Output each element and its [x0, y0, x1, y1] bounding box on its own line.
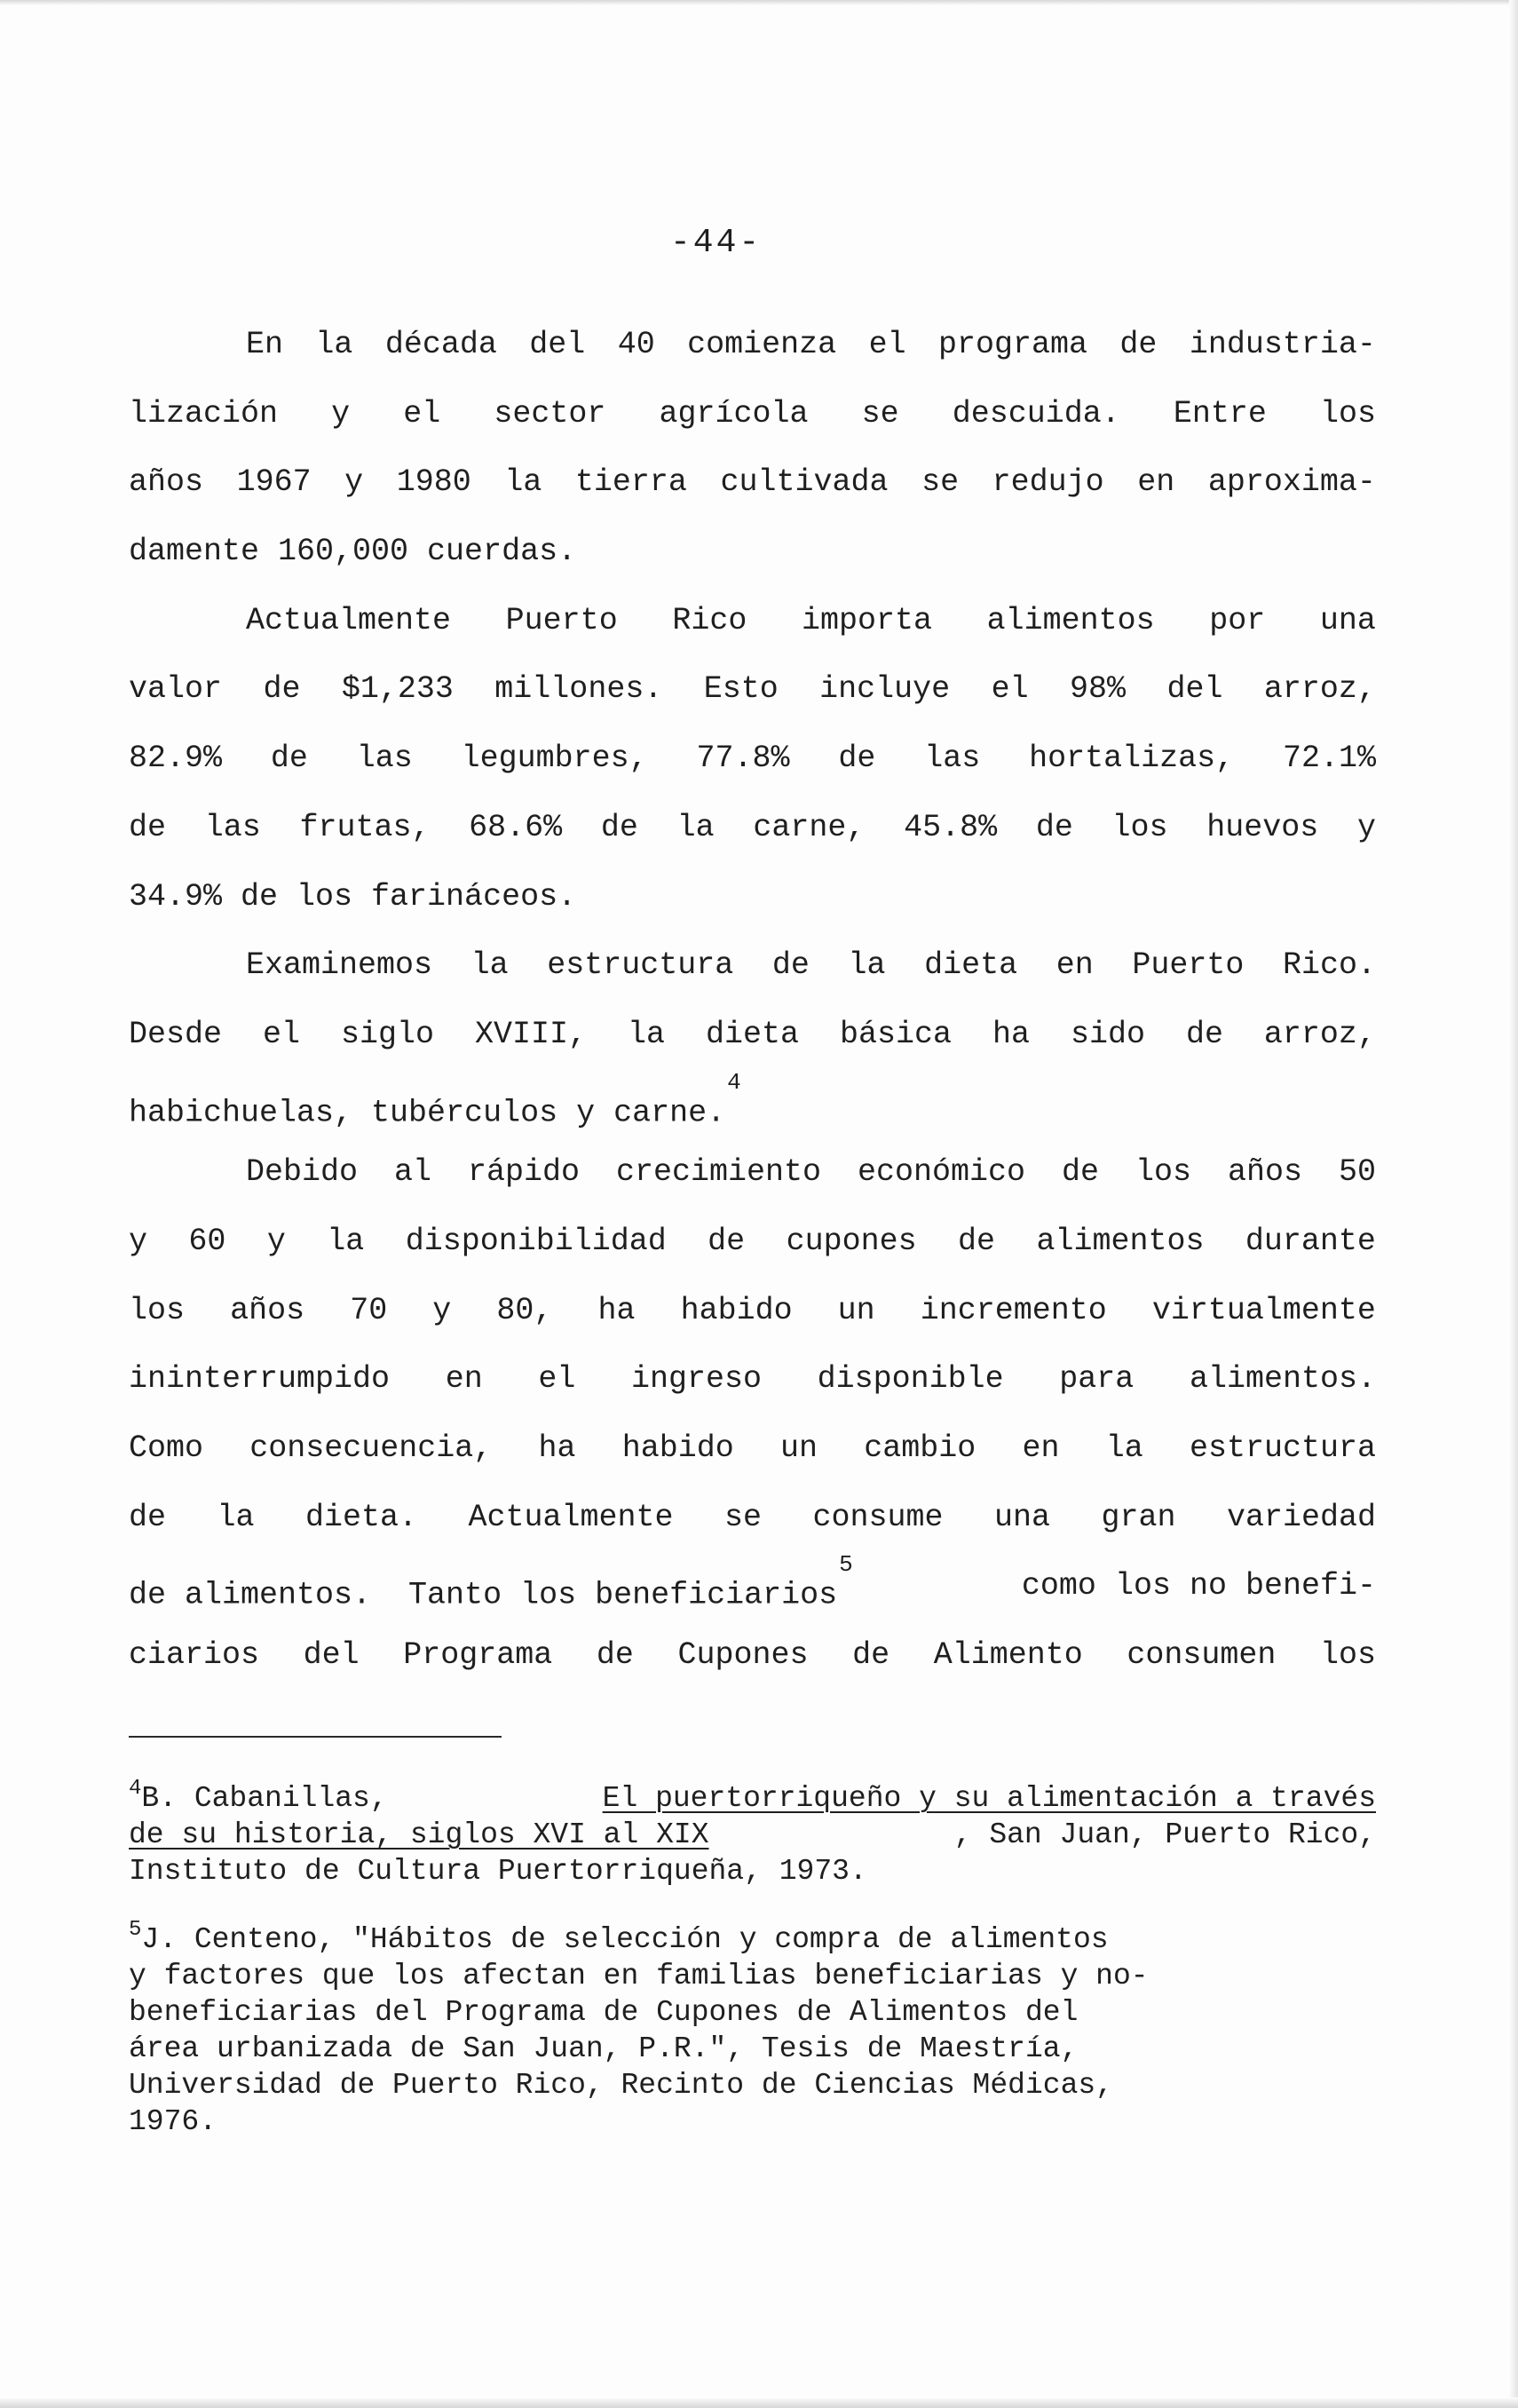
word: del: [1166, 671, 1223, 708]
word: en: [445, 1361, 483, 1398]
word: y: [432, 1292, 452, 1328]
word: de: [1062, 1154, 1100, 1191]
word: Actualmente: [468, 1499, 674, 1535]
word: dieta: [705, 1016, 799, 1052]
word: de: [838, 741, 876, 777]
word: 1967: [236, 464, 312, 501]
scan-edge-bottom: [0, 2397, 1518, 2408]
word: descuida.: [952, 395, 1120, 432]
word: el: [403, 395, 441, 432]
word: Actualmente: [246, 602, 452, 638]
paragraph-4-line-2: [129, 1208, 1376, 1277]
paragraph-2-line-5: [129, 863, 1376, 932]
word: las: [356, 741, 413, 777]
word: comienza: [687, 327, 837, 362]
word: arroz,: [1263, 1016, 1376, 1052]
word: industria-: [1189, 327, 1376, 362]
word: 1980: [396, 464, 471, 501]
word: la: [1105, 1430, 1143, 1466]
footnote-5-line-3-text: beneficiarias del Programa de Cupones de Alimentos del: [129, 1996, 1079, 2029]
word: una: [993, 1499, 1050, 1535]
paragraph-1-line-4-text: damente 160,000 cuerdas.: [129, 534, 577, 570]
paragraph-2-line-1: [129, 587, 1376, 656]
word: 77.8%: [696, 741, 790, 777]
word: habido: [680, 1292, 793, 1328]
word: $1,233: [341, 671, 454, 708]
footnote-4-mark: 4: [129, 1777, 142, 1801]
footnote-5-line-5: [129, 2067, 1376, 2103]
word: Alimento: [933, 1637, 1083, 1674]
word: consume: [812, 1499, 944, 1535]
word: durante: [1245, 1223, 1376, 1259]
word: los: [1319, 1637, 1376, 1674]
word: se: [723, 1499, 762, 1535]
paragraph-4-line-8: [129, 1621, 1376, 1691]
word: 50: [1338, 1154, 1376, 1191]
word: consumen: [1127, 1637, 1277, 1674]
word: 60: [188, 1223, 226, 1259]
word: los: [1111, 809, 1168, 845]
word: ingreso: [630, 1361, 762, 1398]
paragraph-2-line-5-text: 34.9% de los farináceos.: [129, 878, 577, 915]
word: los: [1319, 395, 1376, 432]
paragraph-2-line-4: [129, 794, 1376, 863]
word: se: [861, 395, 899, 432]
word: carne,: [753, 809, 866, 845]
word: Programa: [403, 1637, 553, 1674]
paragraph-4-line-6: [129, 1484, 1376, 1553]
word: de: [852, 1637, 890, 1674]
word: se: [921, 464, 960, 501]
word: aproxima-: [1207, 464, 1376, 501]
word: ha: [992, 1016, 1030, 1052]
word: la: [848, 947, 886, 984]
paragraph-4-line-4: [129, 1345, 1376, 1414]
paragraph-2-line-2: [129, 655, 1376, 725]
footnote-5-line-5-text: Universidad de Puerto Rico, Recinto de Ciencias Médicas,: [129, 2069, 1113, 2102]
word: Puerto: [1132, 947, 1245, 984]
word: cambio: [864, 1430, 976, 1466]
word: alimentos.: [1189, 1361, 1376, 1398]
word: un: [779, 1430, 818, 1466]
word: valor: [129, 671, 223, 708]
word: años: [1227, 1154, 1302, 1191]
word: y: [1356, 809, 1376, 845]
word: de: [708, 1223, 746, 1259]
footnote-5-line-2-text: y factores que los afectan en familias beneficiarias y no-: [129, 1960, 1149, 1992]
footnote-5-line-3: [129, 1994, 1376, 2031]
word: dieta: [924, 947, 1018, 984]
word: la: [327, 1223, 365, 1259]
footnote-4-author: [129, 1777, 388, 1817]
word: dieta.: [304, 1499, 417, 1535]
word: década: [384, 327, 497, 362]
word: al: [394, 1154, 432, 1191]
word: legumbres,: [461, 741, 648, 777]
footnote-5-line-1-words: J. Centeno, "Hábitos de selección y compra de alimentos: [141, 1923, 1109, 1956]
word: Cupones: [677, 1637, 809, 1674]
word: lización: [129, 395, 279, 432]
word: por: [1209, 602, 1266, 638]
footnote-4-title-part-2: de su historia, siglos XVI al XIX: [129, 1818, 709, 1851]
footnote-5-line-6: [129, 2103, 1376, 2140]
word: de: [1119, 327, 1158, 362]
word: cupones: [786, 1223, 917, 1259]
footnote-ref-5[interactable]: 5: [839, 1551, 853, 1579]
footnotes: [129, 1777, 1376, 2172]
word: hortalizas,: [1029, 741, 1235, 777]
paragraph-4-line-7: [129, 1552, 1376, 1621]
word: la: [470, 947, 509, 984]
word: la: [504, 464, 542, 501]
word: importa: [801, 602, 932, 638]
footnote-4-publisher: Instituto de Cultura Puertorriqueña, 1973.: [129, 1855, 867, 1888]
word: 70: [350, 1292, 388, 1328]
word: de: [771, 947, 810, 984]
paragraph-1-line-4: [129, 518, 1376, 587]
footnote-5: [129, 1918, 1376, 2140]
word: del: [303, 1637, 360, 1674]
word: Desde: [129, 1016, 223, 1052]
word: 45.8%: [904, 809, 998, 845]
word: Rico: [672, 602, 747, 638]
word: 82.9%: [129, 741, 223, 777]
word: alimentos: [986, 602, 1155, 638]
paragraph-1-line-1: [129, 311, 1376, 380]
footnote-5-mark: 5: [129, 1918, 142, 1942]
word: ha: [597, 1292, 636, 1328]
word: huevos: [1206, 809, 1319, 845]
footnote-4-title-part-1: El puertorriqueño y su alimentación a través: [602, 1782, 1376, 1815]
word: de: [263, 671, 301, 708]
word: gran: [1101, 1499, 1176, 1535]
word: variedad: [1226, 1499, 1376, 1535]
word: Debido: [246, 1154, 359, 1191]
footnote-separator: [129, 1736, 502, 1738]
word: un: [837, 1292, 875, 1328]
footnote-5-line-4-text: área urbanizada de San Juan, P.R.", Tesis de Maestría,: [129, 2032, 1079, 2065]
word: y: [331, 395, 351, 432]
word: de: [958, 1223, 996, 1259]
paragraph-4-line-7-text-a: de alimentos. Tanto los beneficiarios: [129, 1578, 838, 1614]
word: el: [991, 671, 1029, 708]
word: los: [1135, 1154, 1191, 1191]
word: de: [1035, 809, 1073, 845]
footnote-ref-4[interactable]: 4: [727, 1068, 741, 1096]
paragraph-4-line-7-left: [129, 1552, 857, 1621]
word: 40: [617, 327, 655, 362]
paragraph-2-line-3: [129, 725, 1376, 794]
word: tierra: [574, 464, 687, 501]
word: cultivada: [720, 464, 889, 501]
word: las: [204, 809, 261, 845]
paragraph-1-line-2: [129, 380, 1376, 449]
word: los: [129, 1292, 186, 1328]
body-text: [129, 311, 1376, 1691]
word: del: [529, 327, 586, 362]
word: de: [1185, 1016, 1223, 1052]
word: en: [1022, 1430, 1060, 1466]
footnote-5-line-1: [129, 1918, 1376, 1958]
word: Entre: [1173, 395, 1267, 432]
word: estructura: [547, 947, 734, 984]
word: rápido: [467, 1154, 581, 1191]
paragraph-3-line-2: [129, 1001, 1376, 1070]
word: ciarios: [129, 1637, 260, 1674]
word: en: [1055, 947, 1094, 984]
footnote-5-line-2: [129, 1958, 1376, 1994]
word: Puerto: [505, 602, 618, 638]
word: crecimiento: [615, 1154, 822, 1191]
word: consecuencia,: [249, 1430, 493, 1466]
word: redujo: [992, 464, 1104, 501]
word: estructura: [1189, 1430, 1376, 1466]
word: años: [230, 1292, 305, 1328]
word: disponible: [817, 1361, 1004, 1398]
word: 68.6%: [469, 809, 563, 845]
footnote-5-line-6-text: 1976.: [129, 2105, 217, 2138]
word: el: [263, 1016, 301, 1052]
word: 80,: [496, 1292, 553, 1328]
paragraph-3-line-3: [129, 1070, 1376, 1139]
word: programa: [937, 327, 1088, 362]
word: sector: [494, 395, 606, 432]
word: el: [868, 327, 906, 362]
paragraph-3-line-3-words: habichuelas, tubérculos y carne.: [129, 1095, 726, 1131]
word: ha: [538, 1430, 576, 1466]
word: siglo: [340, 1016, 435, 1052]
word: Como: [129, 1430, 204, 1466]
word: de: [270, 741, 308, 777]
footnote-4-place: , San Juan, Puerto Rico,: [953, 1818, 1376, 1851]
word: las: [924, 741, 981, 777]
word: incluye: [819, 671, 951, 708]
word: En: [246, 327, 284, 362]
paragraph-4-line-5: [129, 1414, 1376, 1484]
word: ininterrumpido: [129, 1361, 391, 1398]
word: el: [538, 1361, 576, 1398]
word: arroz,: [1263, 671, 1376, 708]
word: alimentos: [1036, 1223, 1205, 1259]
paragraph-4-line-1: [129, 1138, 1376, 1208]
word: sido: [1070, 1016, 1145, 1052]
word: en: [1137, 464, 1175, 501]
word: y: [266, 1223, 286, 1259]
word: habido: [621, 1430, 734, 1466]
word: 72.1%: [1282, 741, 1376, 777]
word: de: [600, 809, 638, 845]
word: disponibilidad: [405, 1223, 667, 1259]
footnote-4-line-3: [129, 1853, 1376, 1889]
word: Rico.: [1282, 947, 1376, 984]
footnote-4-line-1: [129, 1777, 1376, 1817]
word: una: [1319, 602, 1376, 638]
page-number: -44-: [670, 224, 763, 262]
word: de: [129, 1499, 167, 1535]
word: y: [344, 464, 364, 501]
word: y: [129, 1223, 148, 1259]
word: básica: [839, 1016, 952, 1052]
word: agrícola: [659, 395, 809, 432]
word: la: [627, 1016, 665, 1052]
scan-edge-right: [1509, 0, 1518, 2408]
paragraph-4-line-3: [129, 1277, 1376, 1346]
paragraph-4-line-7-text-b: como los no benefi-: [1021, 1568, 1376, 1604]
paragraph-3-line-3-text: [129, 1070, 741, 1139]
footnote-5-line-1-text: [129, 1918, 1109, 1958]
word: 98%: [1070, 671, 1127, 708]
paragraph-1-line-3: [129, 448, 1376, 518]
word: frutas,: [299, 809, 431, 845]
word: de: [129, 809, 167, 845]
footnote-5-line-4: [129, 2031, 1376, 2067]
word: millones.: [494, 671, 663, 708]
word: virtualmente: [1151, 1292, 1376, 1328]
footnote-4-line-2: [129, 1817, 1376, 1853]
word: la: [676, 809, 715, 845]
word: incremento: [920, 1292, 1107, 1328]
word: XVIII,: [474, 1016, 588, 1052]
footnote-4: [129, 1777, 1376, 1889]
paragraph-3-line-1: [129, 931, 1376, 1001]
scan-edge-top: [0, 0, 1518, 5]
word: Examinemos: [246, 947, 433, 984]
footnote-4-author-text: B. Cabanillas,: [141, 1782, 388, 1815]
word: años: [129, 464, 204, 501]
word: Esto: [703, 671, 779, 708]
word: para: [1059, 1361, 1135, 1398]
word: la: [315, 327, 353, 362]
word: económico: [858, 1154, 1026, 1191]
word: la: [217, 1499, 255, 1535]
word: de: [596, 1637, 634, 1674]
